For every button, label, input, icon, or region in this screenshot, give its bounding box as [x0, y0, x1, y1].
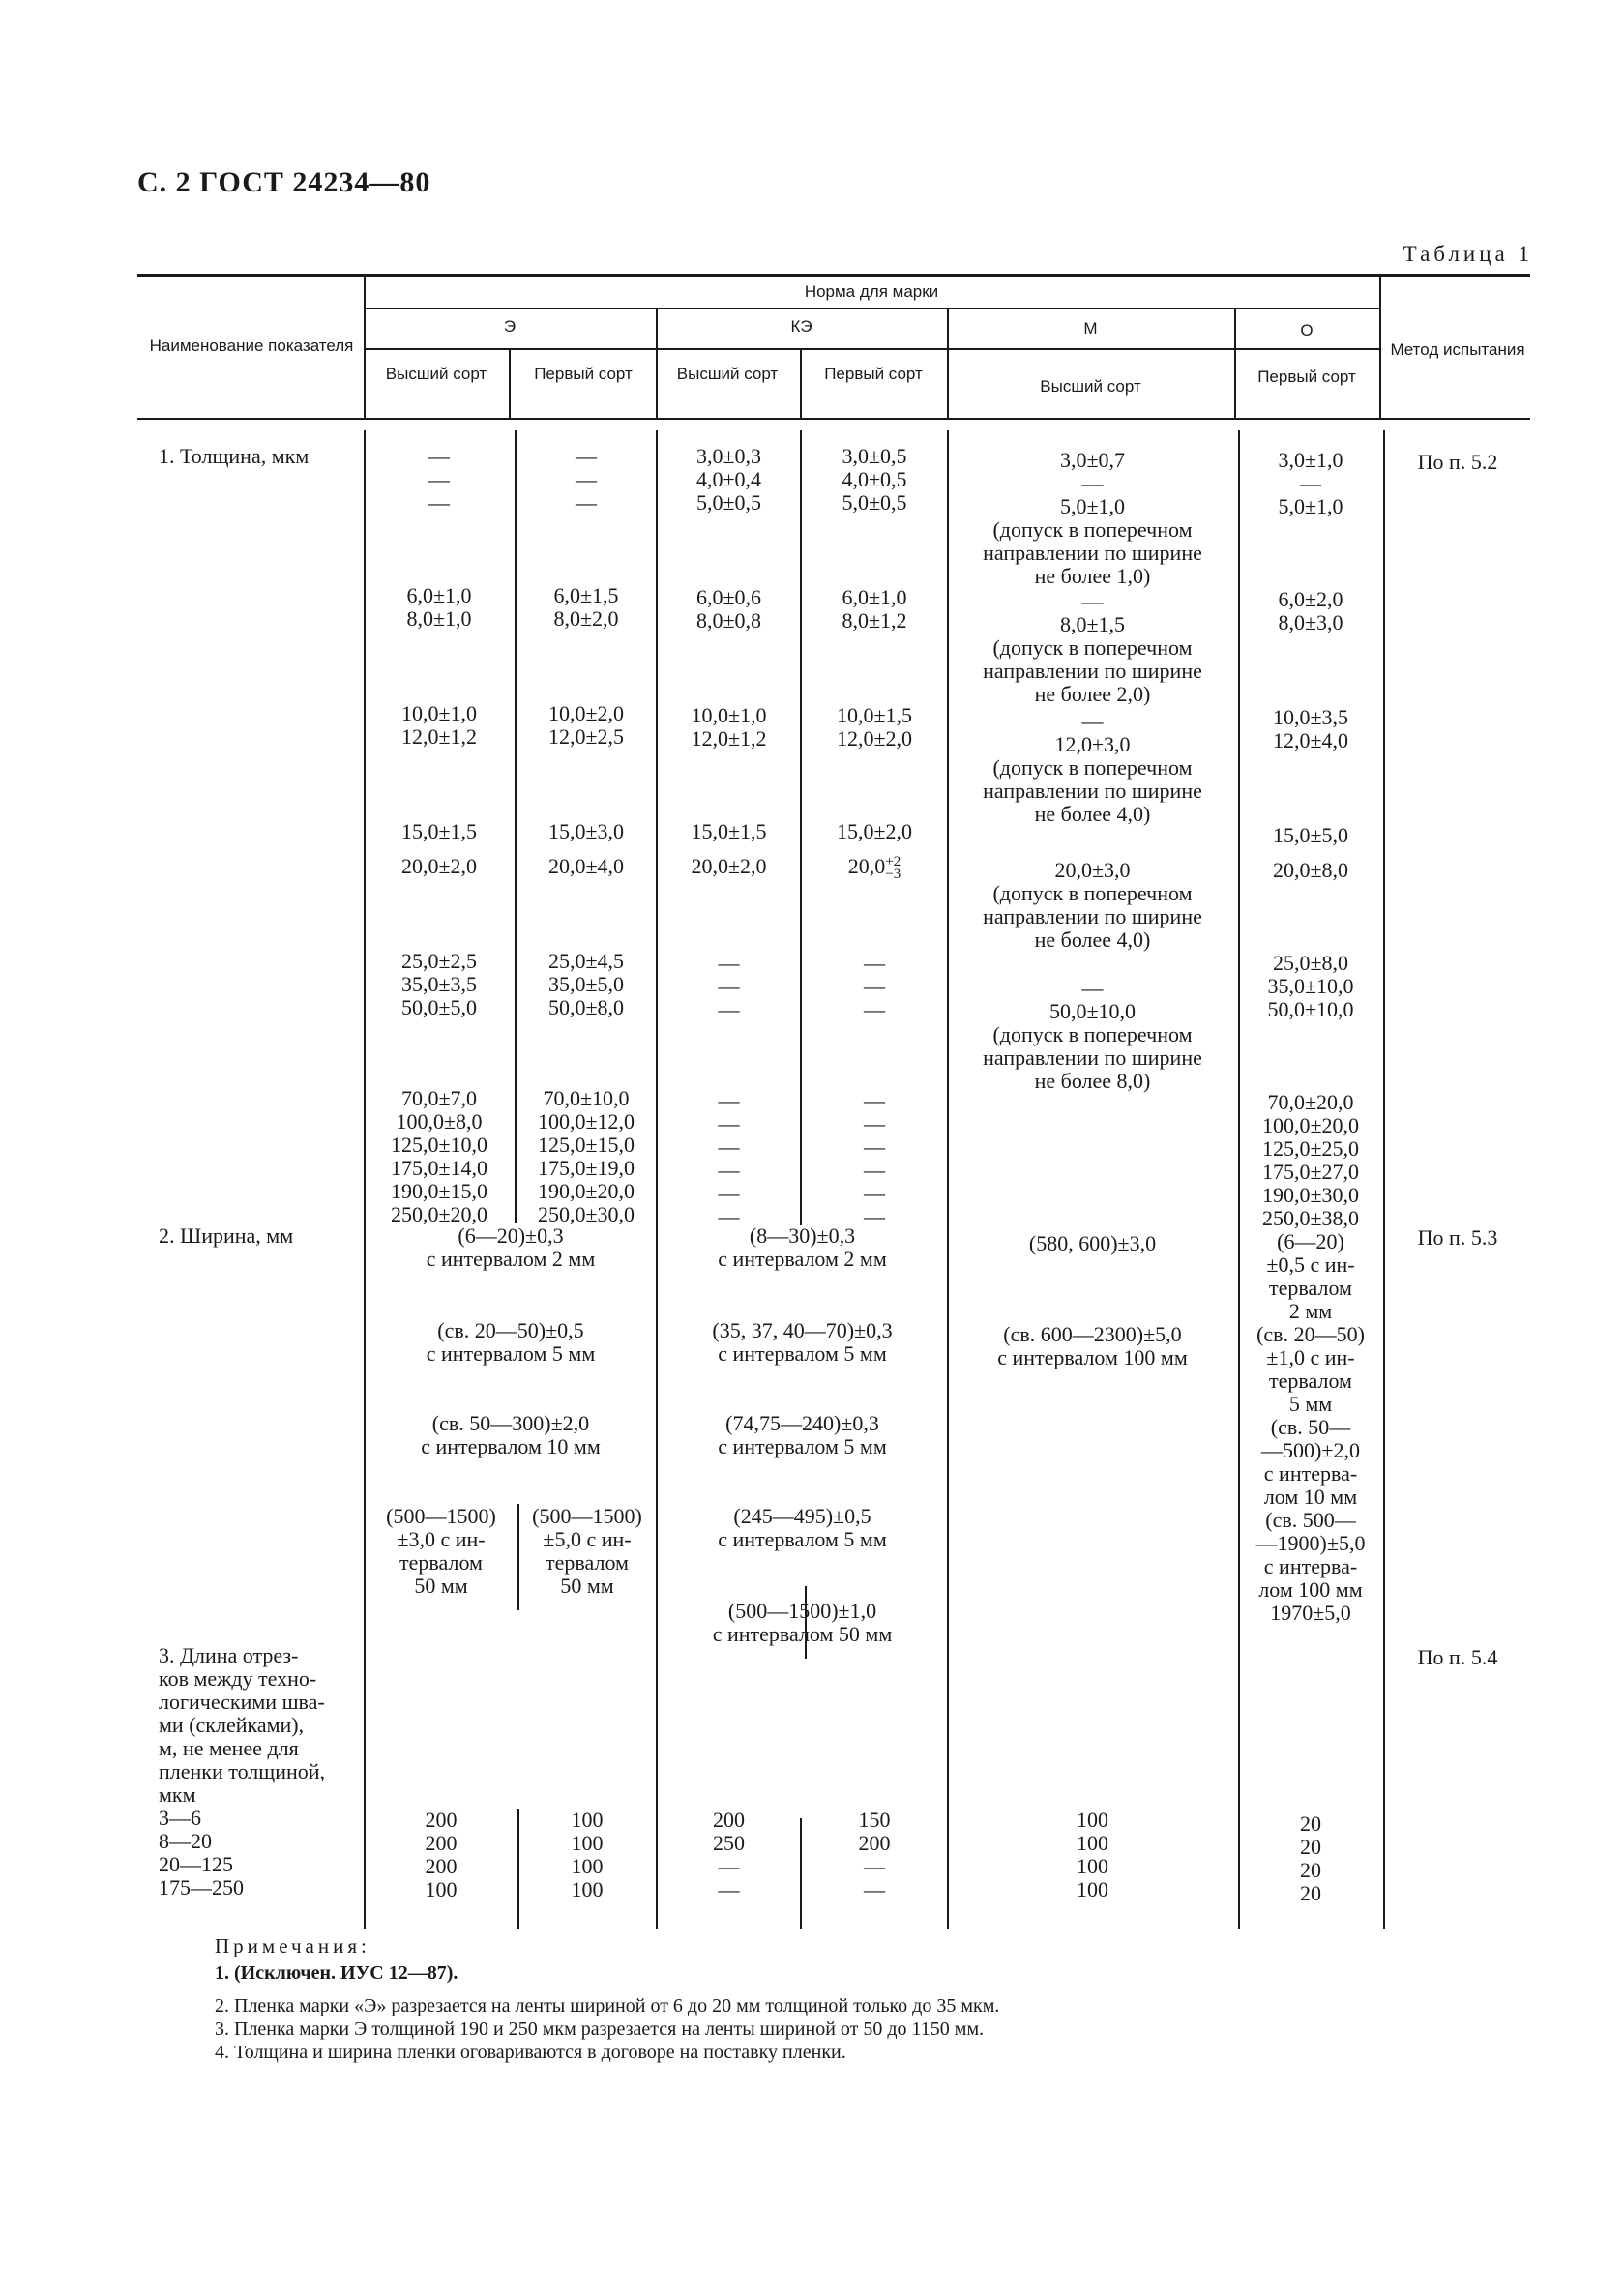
cell-e-first: 20,0±4,0 — [547, 854, 625, 878]
cell-o: 6,0±2,0 8,0±3,0 — [1278, 587, 1343, 634]
row-length-name: 3. Длина отрез- ков между техно- логическими шва- ми (склейками), м, не менее для пленки толщиной, мкм 3—6 8—20 20—125 175—250 — [159, 1643, 326, 1899]
cell-e-high: 25,0±2,5 35,0±3,5 50,0±5,0 — [400, 949, 478, 1019]
cell-e-high-length: 200 200 200 100 — [425, 1808, 458, 1901]
mark-m: М — [1083, 319, 1098, 338]
grade-o-first: Первый сорт — [1257, 368, 1356, 386]
cell-ke-first-length: 150 200 — — — [858, 1808, 891, 1901]
norm-rule — [364, 308, 1379, 309]
cell-e-first: 70,0±10,0 100,0±12,0 125,0±15,0 175,0±19,0 190,0±20,0 250,0±30,0 — [537, 1086, 635, 1226]
cell-ke-high: — — — — [718, 951, 740, 1021]
cell-e-first: 15,0±3,0 — [547, 819, 625, 843]
cell-e-first: 25,0±4,5 35,0±5,0 50,0±8,0 — [547, 949, 625, 1019]
mark-e: Э — [503, 317, 517, 336]
col-norm-header: Норма для марки — [804, 282, 939, 301]
cell-o: 25,0±8,0 35,0±10,0 50,0±10,0 — [1267, 951, 1354, 1021]
cell-m-length: 100 100 100 100 — [1077, 1808, 1108, 1901]
vrule — [800, 350, 802, 418]
cell-ke-high: 6,0±0,6 8,0±0,8 — [695, 585, 762, 633]
vrule — [509, 350, 511, 418]
cell-ke-width: (500—1500)±1,0 с интервалом 50 мм — [712, 1599, 893, 1646]
row-thickness-method: По п. 5.2 — [1417, 450, 1498, 474]
cell-m-width: (580, 600)±3,0 — [1028, 1231, 1157, 1255]
cell-e-high: 70,0±7,0 100,0±8,0 125,0±10,0 175,0±14,0 190,0±15,0 250,0±20,0 — [390, 1086, 488, 1226]
cell-e-first-width: (500—1500) ±5,0 с ин- тервалом 50 мм — [532, 1504, 642, 1598]
cell-ke-high: 15,0±1,5 — [691, 819, 767, 843]
row-width-method: По п. 5.3 — [1417, 1225, 1498, 1250]
grade-ke-first: Первый сорт — [824, 365, 923, 383]
cell-e-width: (св. 50—300)±2,0 с интервалом 10 мм — [421, 1411, 601, 1458]
cell-ke-first: — — — — — — — [864, 1088, 885, 1228]
value-base: 20,0 — [847, 854, 886, 878]
cell-e-high-width: (500—1500) ±3,0 с ин- тервалом 50 мм — [386, 1504, 496, 1598]
table-label: Таблица 1 — [1403, 242, 1533, 266]
cell-o: 15,0±5,0 — [1272, 823, 1349, 847]
cell-e-high: 20,0±2,0 — [400, 854, 478, 878]
grade-e-high: Высший сорт — [385, 365, 487, 383]
cell-e-high: 10,0±1,0 12,0±1,2 — [400, 701, 478, 749]
cell-ke-width: (74,75—240)±0,3 с интервалом 5 мм — [718, 1411, 887, 1458]
mark-o: О — [1300, 321, 1314, 339]
grade-e-first: Первый сорт — [534, 365, 633, 383]
cell-e-first-length: 100 100 100 100 — [571, 1808, 604, 1901]
col-method-header: Метод испытания — [1390, 340, 1525, 359]
upper-tolerance: +2 — [885, 853, 901, 869]
row-thickness-name: 1. Толщина, мкм — [159, 444, 310, 468]
vrule — [1383, 430, 1385, 1929]
cell-m: — 12,0±3,0 (допуск в поперечном направлении по ширине не более 4,0) — [983, 709, 1202, 826]
cell-e-first: 6,0±1,5 8,0±2,0 — [553, 583, 619, 631]
cell-o: 20,0±8,0 — [1272, 858, 1349, 882]
cell-o: 70,0±20,0 100,0±20,0 125,0±25,0 175,0±27,0 190,0±30,0 250,0±38,0 — [1261, 1090, 1360, 1230]
cell-ke-first: 3,0±0,5 4,0±0,5 5,0±0,5 — [842, 444, 907, 515]
cell-ke-first: — — — — [864, 951, 885, 1021]
col-param-header: Наименование показателя — [149, 337, 354, 355]
note-3: 3. Пленка марки Э толщиной 190 и 250 мкм разрезается на ленты шириной от 50 до 1150 мм. — [215, 2018, 985, 2040]
cell-m: — 50,0±10,0 (допуск в поперечном направлении по ширине не более 8,0) — [983, 976, 1202, 1093]
vrule — [1379, 276, 1381, 418]
cell-o: 3,0±1,0 — 5,0±1,0 — [1278, 448, 1343, 518]
cell-e-high: — — — — [428, 444, 450, 515]
cell-e-width: (св. 20—50)±0,5 с интервалом 5 мм — [426, 1318, 596, 1366]
cell-ke-high: 20,0±2,0 — [691, 854, 767, 878]
cell-ke-high: 10,0±1,0 12,0±1,2 — [691, 703, 767, 751]
cell-e-high: 15,0±1,5 — [400, 819, 478, 843]
cell-o: 10,0±3,5 12,0±4,0 — [1272, 705, 1349, 752]
cell-m-width: (св. 600—2300)±5,0 с интервалом 100 мм — [997, 1322, 1188, 1369]
cell-ke-width: (8—30)±0,3 с интервалом 2 мм — [718, 1223, 887, 1271]
note-1: 1. (Исключен. ИУС 12—87). — [215, 1962, 458, 1984]
cell-e-width: (6—20)±0,3 с интервалом 2 мм — [426, 1223, 596, 1271]
cell-ke-high-length: 200 250 — — — [713, 1808, 745, 1901]
mark-ke: КЭ — [790, 317, 812, 336]
cell-e-high: 6,0±1,0 8,0±1,0 — [406, 583, 472, 631]
cell-ke-first: 6,0±1,0 8,0±1,2 — [842, 585, 907, 633]
cell-m: 20,0±3,0 (допуск в поперечном направлении по ширине не более 4,0) — [983, 858, 1202, 952]
cell-m: — 8,0±1,5 (допуск в поперечном направлении по ширине не более 2,0) — [983, 589, 1202, 706]
row-length-method: По п. 5.4 — [1417, 1645, 1498, 1669]
grade-m-high: Высший сорт — [1040, 377, 1141, 396]
notes-title: Примечания: — [215, 1934, 370, 1957]
cell-ke-first-tolerance — [802, 855, 947, 881]
cell-ke-first: 10,0±1,5 12,0±2,0 — [836, 703, 913, 751]
cell-ke-width: (35, 37, 40—70)±0,3 с интервалом 5 мм — [712, 1318, 893, 1366]
note-4: 4. Толщина и ширина пленки оговариваются в договоре на поставку пленки. — [215, 2042, 846, 2063]
row-width-name: 2. Ширина, мм — [159, 1223, 294, 1248]
cell-e-first: 10,0±2,0 12,0±2,5 — [547, 701, 625, 749]
lower-tolerance: −3 — [885, 866, 901, 882]
cell-o-length: 20 20 20 20 — [1300, 1811, 1321, 1905]
cell-ke-width: (245—495)±0,5 с интервалом 5 мм — [718, 1504, 887, 1551]
cell-ke-high: 3,0±0,3 4,0±0,4 5,0±0,5 — [695, 444, 762, 515]
cell-o-width: (6—20) ±0,5 с ин- тервалом 2 мм (св. 20—50) ±1,0 с ин- тервалом 5 мм (св. 50— —500)±2,0 с интерва- лом 10 мм (св. 500— —1900)±5,0 с интерва- лом 100 мм 1970±5,0 — [1255, 1229, 1366, 1625]
cell-e-first: — — — — [576, 444, 597, 515]
table-top-rule — [137, 274, 1530, 277]
note-2: 2. Пленка марки «Э» разрезается на ленты шириной от 6 до 20 мм толщиной только до 35 мкм. — [215, 1995, 1000, 2016]
header-bottom-rule — [137, 418, 1530, 420]
marks-rule — [364, 348, 1379, 350]
page-header: С. 2 ГОСТ 24234—80 — [137, 166, 431, 198]
cell-ke-high: — — — — — — — [718, 1088, 740, 1228]
cell-ke-first: 15,0±2,0 — [836, 819, 913, 843]
cell-m: 3,0±0,7 — 5,0±1,0 (допуск в поперечном направлении по ширине не более 1,0) — [983, 448, 1202, 588]
grade-ke-high: Высший сорт — [676, 365, 779, 383]
